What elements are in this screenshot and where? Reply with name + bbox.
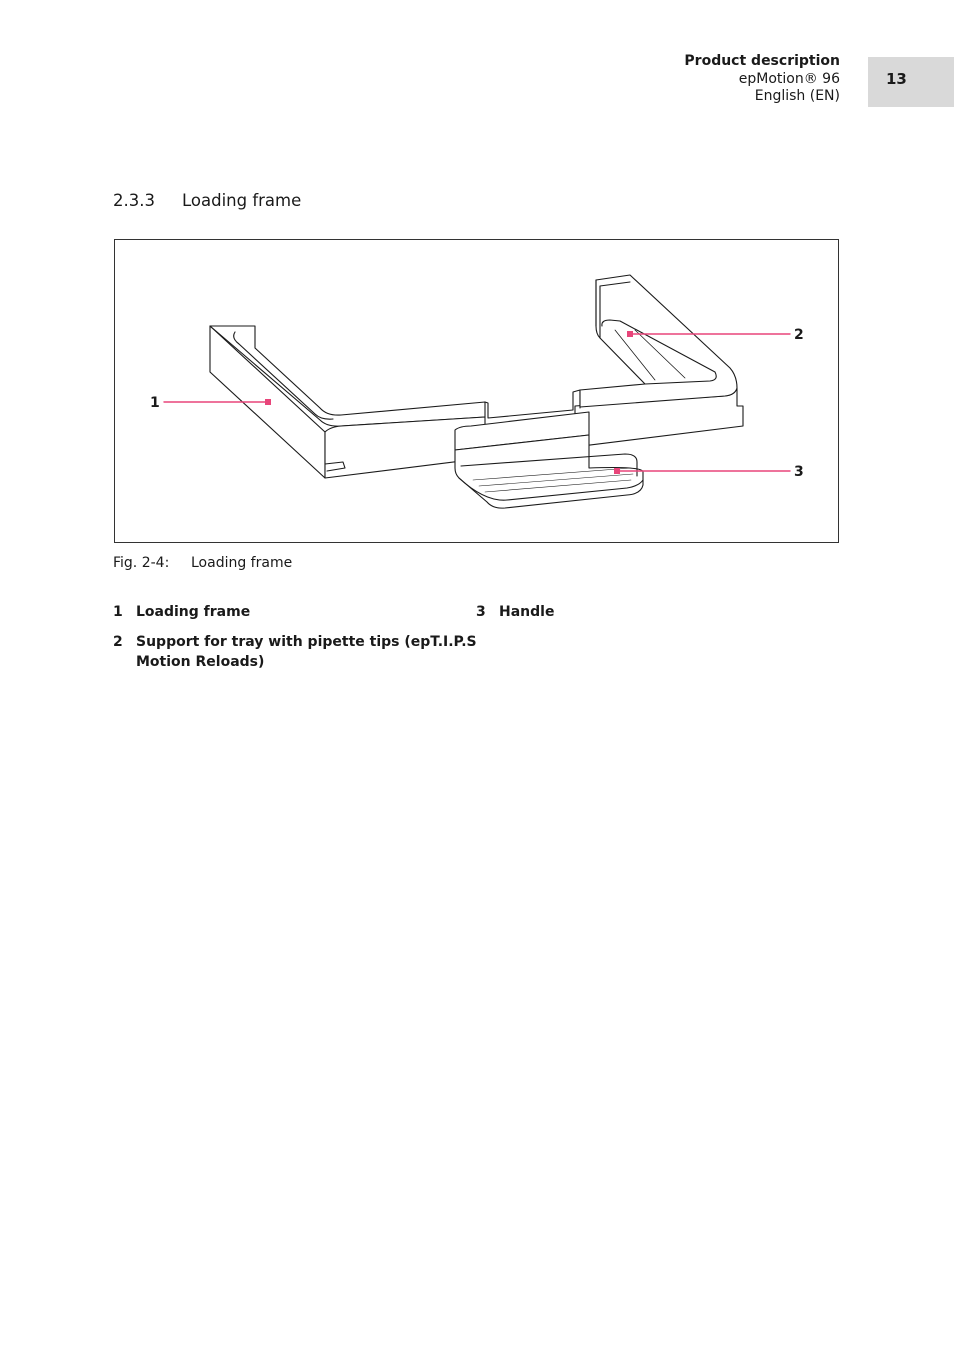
caption-label: Fig. 2-4: [113, 555, 170, 571]
legend-number: 1 [113, 604, 123, 620]
callout-marker-1 [265, 399, 271, 405]
section-number: 2.3.3 [113, 191, 155, 210]
page-number: 13 [886, 70, 907, 88]
right-arm-top [580, 275, 737, 407]
callout-marker-2 [627, 331, 633, 337]
loading-frame-illustration [115, 240, 838, 542]
legend-text-line-2: Motion Reloads) [136, 654, 265, 670]
callout-marker-3 [614, 468, 620, 474]
callout-label-1: 1 [150, 395, 160, 411]
section-heading [113, 191, 301, 210]
legend-number: 2 [113, 634, 123, 650]
figure-box [114, 239, 839, 543]
header-product: epMotion® 96 [738, 70, 840, 87]
caption-text: Loading frame [191, 555, 293, 571]
legend-text: Loading frame [136, 604, 251, 620]
header-section-title: Product description [684, 53, 840, 69]
legend-text: Handle [499, 604, 555, 620]
legend-number: 3 [476, 604, 486, 620]
header-language: English (EN) [754, 88, 840, 104]
callout-label-2: 2 [794, 327, 804, 343]
page-tab [868, 57, 954, 107]
callout-label-3: 3 [794, 464, 804, 480]
figure-caption [113, 555, 292, 571]
header-block [684, 53, 840, 106]
section-title: Loading frame [182, 191, 302, 210]
legend-text-line-1: Support for tray with pipette tips (epT.I.P.S [136, 634, 477, 650]
